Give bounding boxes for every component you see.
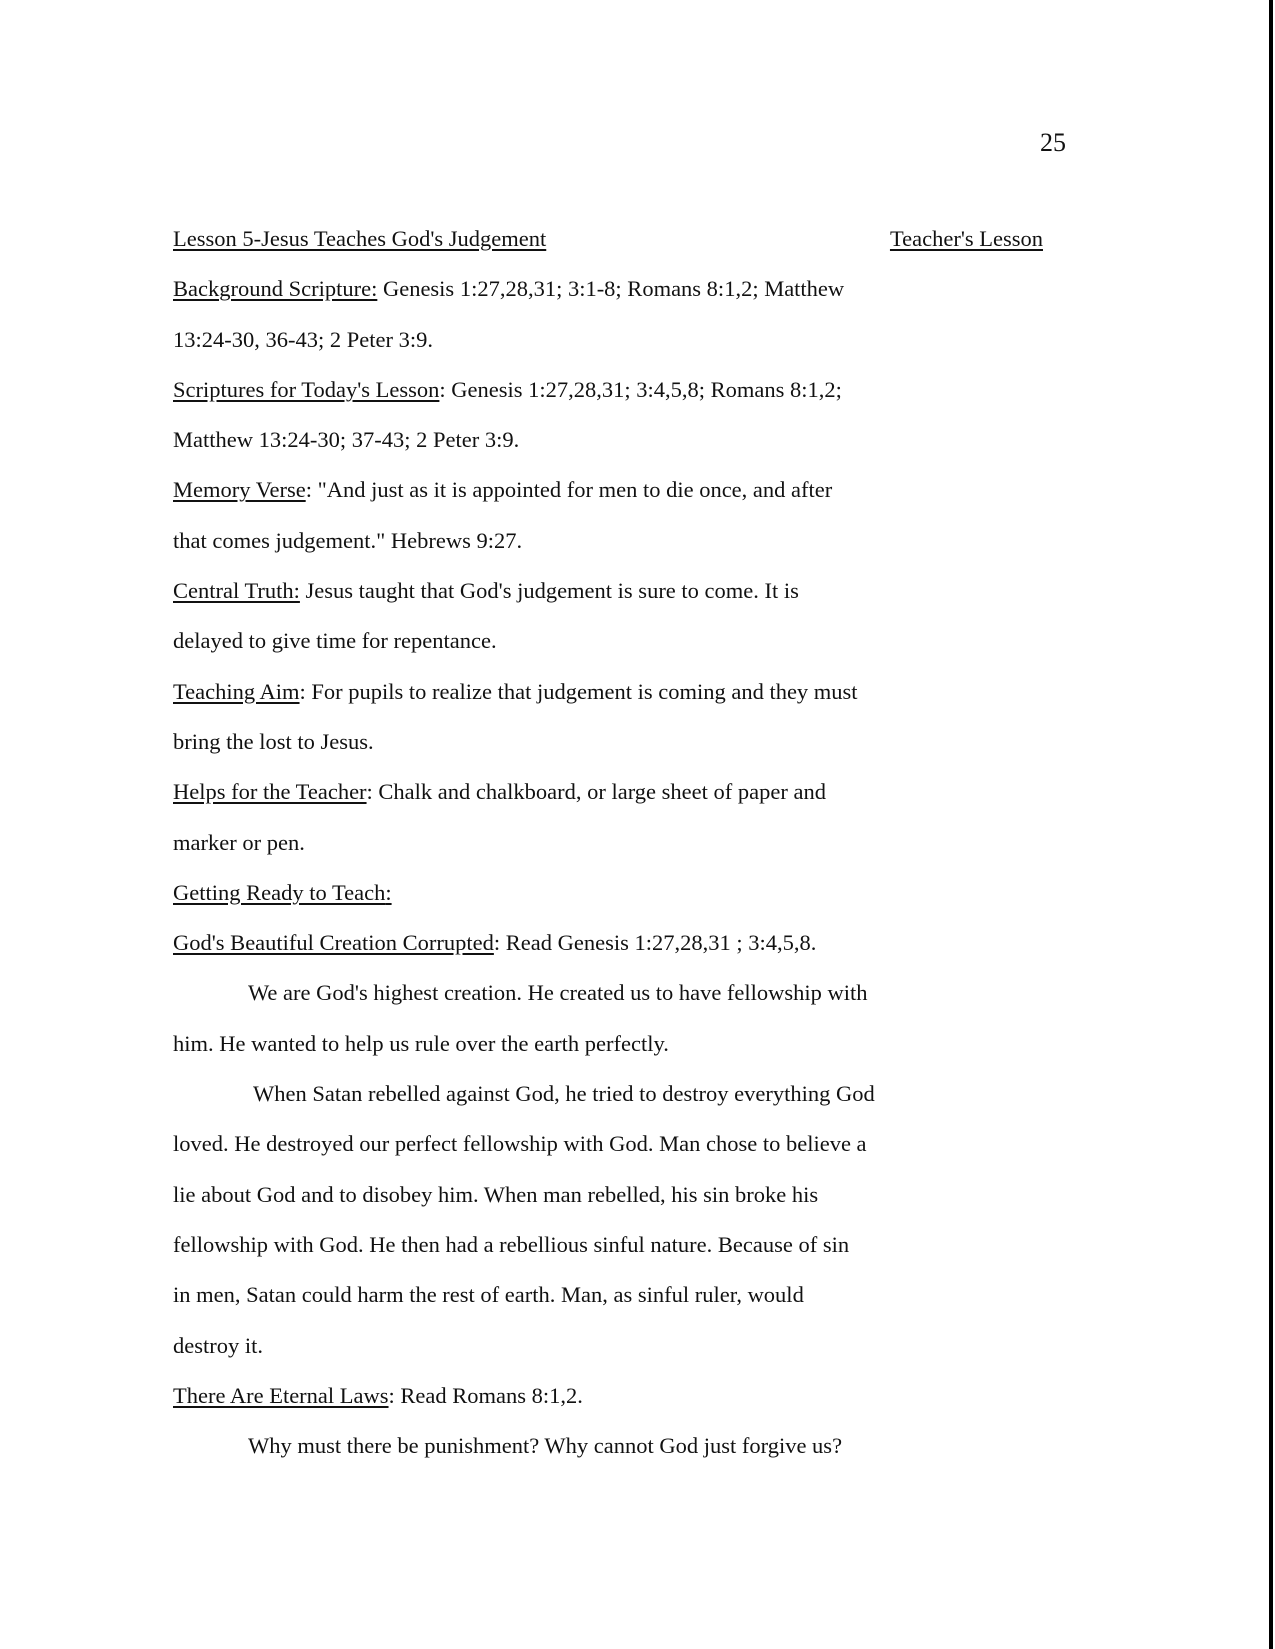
- background-scripture-line1: [173, 264, 1073, 314]
- scriptures-today-text: : Genesis 1:27,28,31; 3:4,5,8; Romans 8:1,2;: [439, 376, 842, 402]
- central-truth-label: Central Truth:: [173, 578, 300, 604]
- paragraph3-line1: Why must there be punishment? Why cannot God just forgive us?: [248, 1433, 843, 1459]
- paragraph2-line2: loved. He destroyed our perfect fellowship with God. Man chose to believe a: [173, 1131, 867, 1157]
- background-scripture-text: Genesis 1:27,28,31; 3:1-8; Romans 8:1,2; Matthew: [382, 276, 845, 302]
- helps-line1: [173, 767, 1073, 817]
- scriptures-today-line1: [173, 365, 1073, 415]
- teaching-aim-text: : For pupils to realize that judgement is coming and they must: [299, 678, 858, 704]
- page-number: 25: [1040, 128, 1066, 157]
- scan-edge-border: [1269, 0, 1273, 1649]
- getting-ready-suffix: :: [385, 879, 392, 905]
- helps-text: : Chalk and chalkboard, or large sheet of paper and: [366, 779, 826, 805]
- getting-ready-heading: [173, 868, 1073, 918]
- teaching-aim-line1: [173, 667, 1073, 717]
- creation-corrupted-heading: [173, 918, 1073, 968]
- paragraph1-line1: We are God's highest creation. He created us to have fellowship with: [248, 980, 868, 1006]
- eternal-laws-label: There Are Eternal Laws: [173, 1382, 389, 1408]
- memory-verse-line2: that comes judgement." Hebrews 9:27.: [173, 527, 523, 553]
- helps-label: Helps for the Teacher: [173, 779, 367, 805]
- paragraph2-line1: When Satan rebelled against God, he tried to destroy everything God: [253, 1081, 875, 1107]
- memory-verse-label: Memory Verse: [173, 477, 306, 503]
- memory-verse-text: : "And just as it is appointed for men to die once, and after: [305, 477, 833, 503]
- eternal-laws-heading: [173, 1371, 1073, 1421]
- lesson-header: [173, 214, 1043, 264]
- central-truth-text: Jesus taught that God's judgement is sure to come. It is: [299, 578, 799, 604]
- paragraph2-line3: lie about God and to disobey him. When man rebelled, his sin broke his: [173, 1181, 819, 1207]
- creation-corrupted-label: God's Beautiful Creation Corrupted: [173, 930, 494, 956]
- central-truth-line1: [173, 566, 1073, 616]
- paragraph2-line4: fellowship with God. He then had a rebellious sinful nature. Because of sin: [173, 1231, 850, 1257]
- document-body: [173, 214, 1073, 1471]
- helps-line2: marker or pen.: [173, 829, 305, 855]
- lesson-title: Lesson 5-Jesus Teaches God's Judgement: [173, 226, 547, 251]
- scriptures-today-line2: Matthew 13:24-30; 37-43; 2 Peter 3:9.: [173, 427, 520, 453]
- creation-corrupted-text: : Read Genesis 1:27,28,31 ; 3:4,5,8.: [493, 930, 817, 956]
- background-scripture-label: Background Scripture:: [173, 276, 378, 302]
- teaching-aim-label: Teaching Aim: [173, 678, 300, 704]
- teaching-aim-line2: bring the lost to Jesus.: [173, 728, 374, 754]
- lesson-type: Teacher's Lesson: [889, 226, 1043, 251]
- getting-ready-label: Getting Ready to Teach: [173, 879, 386, 905]
- paragraph2-line5: in men, Satan could harm the rest of earth. Man, as sinful ruler, would: [173, 1282, 804, 1308]
- background-scripture-line2: 13:24-30, 36-43; 2 Peter 3:9.: [173, 326, 433, 352]
- central-truth-line2: delayed to give time for repentance.: [173, 628, 497, 654]
- memory-verse-line1: [173, 465, 1073, 515]
- paragraph2-line6: destroy it.: [173, 1332, 263, 1358]
- paragraph1-line2: him. He wanted to help us rule over the earth perfectly.: [173, 1030, 669, 1056]
- scriptures-today-label: Scriptures for Today's Lesson: [173, 376, 440, 402]
- eternal-laws-text: : Read Romans 8:1,2.: [388, 1382, 583, 1408]
